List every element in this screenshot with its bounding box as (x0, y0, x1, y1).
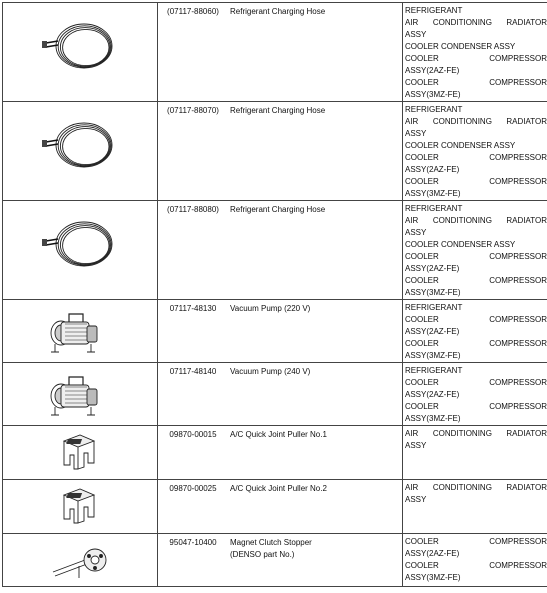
usage-word: COMPRESSOR (489, 561, 547, 570)
table-row (3, 201, 547, 300)
part-number: (07117-88070) (167, 106, 219, 115)
tool-illustration-cell (3, 300, 158, 363)
tool-illustration-cell (3, 102, 158, 201)
table-row (3, 102, 547, 201)
usage-line (405, 164, 547, 176)
usage-line (405, 560, 547, 572)
usage-word: REFRIGERANT (405, 105, 463, 114)
usage-word: COOLER (405, 561, 439, 570)
usage-word: ASSY (405, 441, 427, 450)
vacuum-pump-icon (3, 363, 157, 425)
table-row (3, 534, 547, 587)
usage-word: CONDITIONING (432, 429, 492, 438)
usage-line (405, 494, 547, 506)
usage-line (405, 29, 547, 41)
usage-line (405, 89, 547, 101)
usage-word: COMPRESSOR (489, 54, 547, 63)
tool-description-cell (158, 534, 403, 587)
usage-line (405, 65, 547, 77)
tool-name-line: Vacuum Pump (240 V) (230, 367, 311, 376)
usage-line (405, 326, 547, 338)
quick-joint-puller-icon (3, 426, 157, 479)
usage-word: ASSY(2AZ-FE) (405, 327, 460, 336)
usage-line (405, 104, 547, 116)
tool-illustration-cell (3, 534, 158, 587)
usage-word: ASSY(2AZ-FE) (405, 66, 460, 75)
usage-word: COOLER CONDENSER ASSY (405, 42, 516, 51)
usage-word: COOLER (405, 339, 439, 348)
usage-word: ASSY(2AZ-FE) (405, 165, 460, 174)
part-number: 07117-48140 (169, 367, 217, 376)
usage-line (405, 5, 547, 17)
usage-word: CONDITIONING (432, 483, 492, 492)
usage-word: ASSY (405, 30, 427, 39)
part-number: (07117-88060) (167, 7, 219, 16)
usage-word: COMPRESSOR (489, 537, 547, 546)
usage-line (405, 176, 547, 188)
usage-word: ASSY(3MZ-FE) (405, 90, 461, 99)
tool-usage-cell (403, 480, 547, 534)
tool-name-line: (DENSO part No.) (230, 550, 295, 559)
usage-word: AIR (405, 117, 419, 126)
tool-name (228, 537, 312, 561)
usage-line (405, 215, 547, 227)
usage-word: COMPRESSOR (489, 276, 547, 285)
tool-description-cell (158, 3, 403, 102)
usage-line (405, 440, 547, 452)
usage-word: REFRIGERANT (405, 303, 463, 312)
usage-line (405, 302, 547, 314)
usage-line (405, 227, 547, 239)
tool-illustration-cell (3, 201, 158, 300)
tool-name (228, 303, 310, 315)
usage-word: ASSY(3MZ-FE) (405, 414, 461, 423)
usage-word: ASSY (405, 129, 427, 138)
usage-line (405, 239, 547, 251)
usage-word: COOLER (405, 153, 439, 162)
tool-name (228, 483, 327, 495)
tool-usage-cell (403, 201, 547, 300)
usage-word: COMPRESSOR (489, 315, 547, 324)
usage-word: ASSY(3MZ-FE) (405, 573, 461, 582)
hose-icon (3, 102, 157, 200)
usage-word: REFRIGERANT (405, 204, 463, 213)
tool-name (228, 429, 327, 441)
usage-word: CONDITIONING (432, 18, 492, 27)
usage-line (405, 53, 547, 65)
usage-word: COOLER (405, 276, 439, 285)
table-row (3, 426, 547, 480)
usage-word: COMPRESSOR (489, 177, 547, 186)
tool-name-line: A/C Quick Joint Puller No.1 (230, 430, 327, 439)
tool-illustration-cell (3, 3, 158, 102)
usage-line (405, 572, 547, 584)
usage-word: AIR (405, 483, 419, 492)
usage-line (405, 203, 547, 215)
usage-line (405, 377, 547, 389)
part-number: 07117-48130 (169, 304, 217, 313)
tool-description-cell (158, 426, 403, 480)
usage-word: RADIATOR (506, 216, 547, 225)
usage-word: ASSY (405, 495, 427, 504)
usage-word: COOLER (405, 378, 439, 387)
usage-word: ASSY(2AZ-FE) (405, 549, 460, 558)
tool-name (228, 6, 325, 18)
tool-usage-cell (403, 534, 547, 587)
table-row (3, 480, 547, 534)
usage-line (405, 314, 547, 326)
usage-word: CONDITIONING (432, 117, 492, 126)
tool-description-cell (158, 102, 403, 201)
usage-line (405, 428, 547, 440)
usage-word: COMPRESSOR (489, 252, 547, 261)
usage-word: COOLER (405, 402, 439, 411)
tool-usage-cell (403, 102, 547, 201)
usage-word: COOLER (405, 177, 439, 186)
usage-line (405, 413, 547, 425)
tool-name (228, 204, 325, 216)
special-tools-table (2, 2, 547, 587)
usage-line (405, 536, 547, 548)
usage-word: COOLER (405, 78, 439, 87)
table-row (3, 300, 547, 363)
table-row (3, 363, 547, 426)
tool-name-line: Magnet Clutch Stopper (230, 538, 312, 547)
usage-line (405, 128, 547, 140)
tool-name-line: Vacuum Pump (220 V) (230, 304, 311, 313)
usage-line (405, 401, 547, 413)
usage-word: COOLER (405, 537, 439, 546)
tool-usage-cell (403, 426, 547, 480)
usage-word: COOLER CONDENSER ASSY (405, 141, 516, 150)
usage-word: CONDITIONING (432, 216, 492, 225)
usage-word: COMPRESSOR (489, 402, 547, 411)
tool-usage-cell (403, 363, 547, 426)
usage-line (405, 140, 547, 152)
usage-word: COMPRESSOR (489, 78, 547, 87)
usage-line (405, 548, 547, 560)
usage-word: ASSY(2AZ-FE) (405, 264, 460, 273)
part-number: (07117-88080) (167, 205, 219, 214)
usage-line (405, 263, 547, 275)
usage-word: COOLER (405, 315, 439, 324)
usage-line (405, 77, 547, 89)
usage-line (405, 17, 547, 29)
usage-word: RADIATOR (506, 18, 547, 27)
part-number: 95047-10400 (169, 538, 217, 547)
usage-line (405, 152, 547, 164)
usage-word: COMPRESSOR (489, 378, 547, 387)
usage-word: REFRIGERANT (405, 366, 463, 375)
vacuum-pump-icon (3, 300, 157, 362)
tool-description-cell (158, 201, 403, 300)
usage-word: RADIATOR (506, 117, 547, 126)
usage-word: ASSY (405, 228, 427, 237)
magnet-clutch-stopper-icon (3, 534, 157, 586)
hose-icon (3, 3, 157, 101)
tool-description-cell (158, 300, 403, 363)
tool-illustration-cell (3, 363, 158, 426)
usage-line (405, 41, 547, 53)
usage-line (405, 338, 547, 350)
usage-word: COOLER CONDENSER ASSY (405, 240, 516, 249)
usage-word: COMPRESSOR (489, 153, 547, 162)
usage-word: AIR (405, 429, 419, 438)
tool-name-line: Refrigerant Charging Hose (230, 7, 326, 16)
tool-illustration-cell (3, 426, 158, 480)
usage-word: COOLER (405, 54, 439, 63)
usage-word: ASSY(3MZ-FE) (405, 351, 461, 360)
tool-illustration-cell (3, 480, 158, 534)
tool-description-cell (158, 480, 403, 534)
usage-line (405, 482, 547, 494)
tool-description-cell (158, 363, 403, 426)
tool-name-line: Refrigerant Charging Hose (230, 106, 326, 115)
usage-word: AIR (405, 18, 419, 27)
usage-word: RADIATOR (506, 483, 547, 492)
usage-line (405, 188, 547, 200)
usage-line (405, 275, 547, 287)
usage-word: ASSY(3MZ-FE) (405, 288, 461, 297)
usage-word: ASSY(3MZ-FE) (405, 189, 461, 198)
part-number: 09870-00025 (169, 484, 217, 493)
usage-word: COMPRESSOR (489, 339, 547, 348)
usage-word: AIR (405, 216, 419, 225)
usage-line (405, 350, 547, 362)
usage-line (405, 365, 547, 377)
usage-word: ASSY(2AZ-FE) (405, 390, 460, 399)
tool-usage-cell (403, 300, 547, 363)
usage-line (405, 116, 547, 128)
usage-word: REFRIGERANT (405, 6, 463, 15)
tool-name (228, 105, 325, 117)
usage-word: COOLER (405, 252, 439, 261)
usage-word: RADIATOR (506, 429, 547, 438)
part-number: 09870-00015 (169, 430, 217, 439)
tool-name-line: Refrigerant Charging Hose (230, 205, 326, 214)
usage-line (405, 389, 547, 401)
usage-line (405, 287, 547, 299)
tool-name (228, 366, 310, 378)
tool-usage-cell (403, 3, 547, 102)
quick-joint-puller-icon (3, 480, 157, 533)
hose-icon (3, 201, 157, 299)
table-row (3, 3, 547, 102)
usage-line (405, 251, 547, 263)
tool-name-line: A/C Quick Joint Puller No.2 (230, 484, 327, 493)
